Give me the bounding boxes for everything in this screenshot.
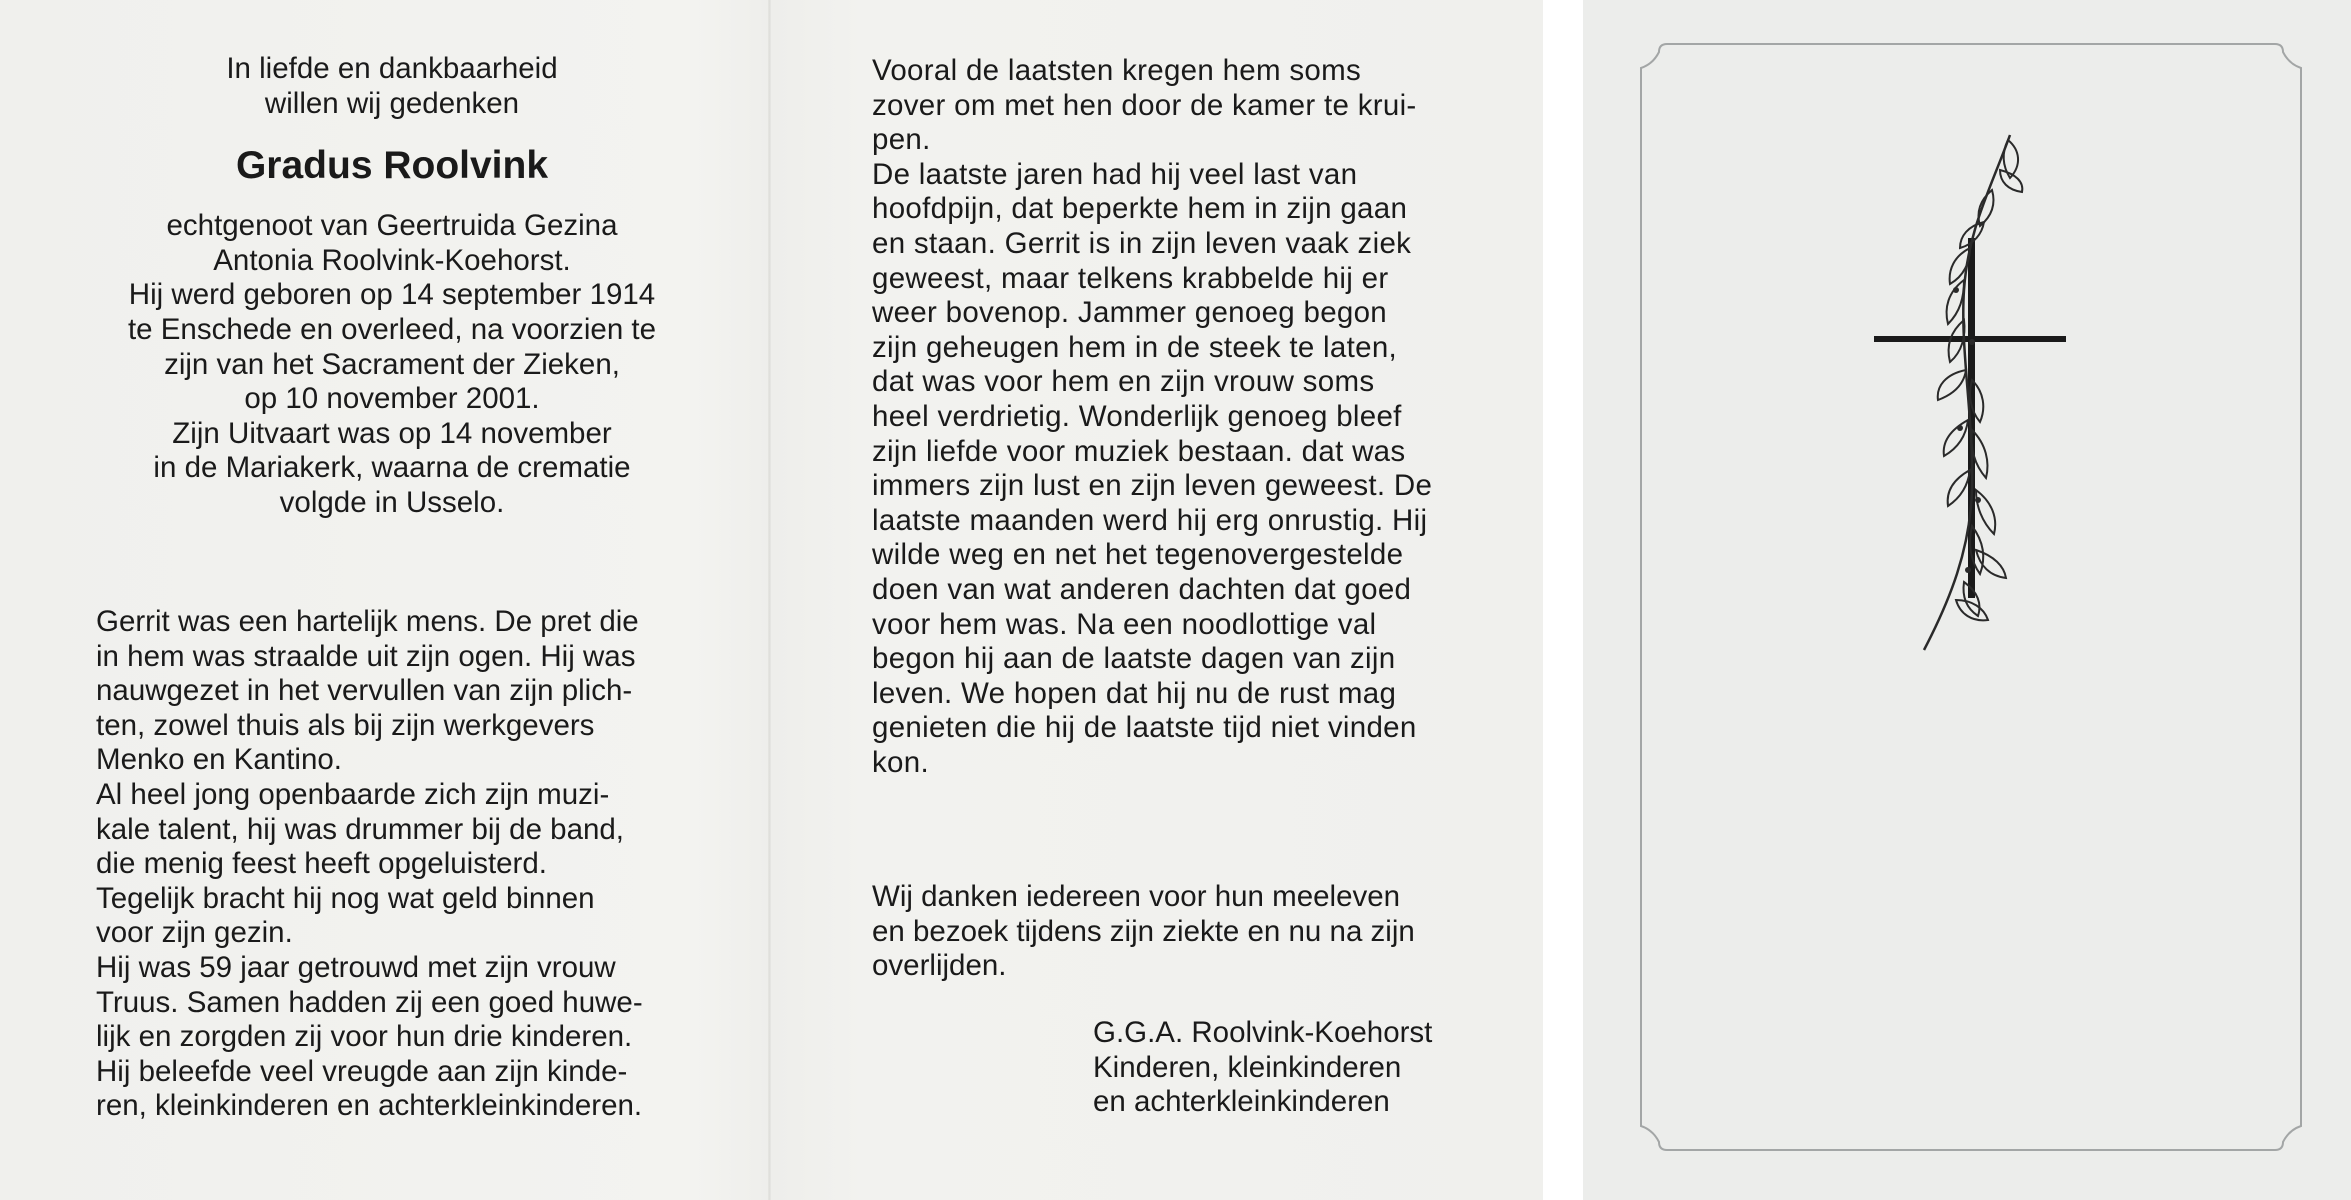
family-signature [1093,1016,1513,1120]
cross-with-olive-branch-icon [1860,130,2100,670]
thanks-text [872,880,1464,984]
paragraph-last-years: De laatste jaren had hij veel last van hoofdpijn, dat beperkte hem in zijn gaan en staan. Gerrit is in zijn leven vaak ziek geweest, maar telkens krabbelde hij er weer bovenop. Jammer genoeg begon zijn geheugen hem in de steek te laten, dat was voor hem en zijn vrouw soms heel verdrietig. Wonderlijk genoeg bleef zijn liefde voor muziek bestaan. dat was immers zijn lust en zijn leven geweest. De laatste maanden werd hij erg onrustig. Hij wilde weg en net het tegenovergestelde doen van wat anderen dachten dat goed voor hem was. Na een noodlottige val begon hij aan de laatste dagen van zijn leven. We hopen dat hij nu de rust mag genieten die hij de laatste tijd niet vinden kon. [872,157,1433,779]
dedication-heading: In liefde en dankbaarheid willen wij gedenken [226,52,558,120]
left-body-text [96,605,688,1124]
signature-lines: G.G.A. Roolvink-Koehorst Kinderen, kleinkinderen en achterkleinkinderen [1093,1016,1433,1119]
right-body-text [872,54,1464,780]
thanks-paragraph: Wij danken iedereen voor hun meeleven en bezoek tijdens zijn ziekte en nu na zijn overlijden. [872,880,1415,983]
biography-intro: echtgenoot van Geertruida Gezina Antonia Roolvink-Koehorst. Hij werd geboren op 14 september 1914 te Enschede en overleed, na voorzien te zijn van het Sacrament der Zieken, op 10 november 2001. Zijn Uitvaart was op 14 november in de Mariakerk, waarna de crematie volgde in Usselo. [127,209,657,519]
center-fold [768,0,771,1200]
paragraph-grandchildren: Vooral de laatsten kregen hem soms zover om met hen door de kamer te krui- pen. [872,54,1417,157]
paragraph-music: Al heel jong openbaarde zich zijn muzi- kale talent, hij was drummer bij de band, die menig feest heeft opgeluisterd. Tegelijk bracht hij nog wat geld binnen voor zijn gezin. [96,777,624,950]
deceased-name: Gradus Roolvink [235,144,549,188]
paragraph-character: Gerrit was een hartelijk mens. De pret die in hem was straalde uit zijn ogen. Hij was nauwgezet in het vervullen van zijn plich- ten, zowel thuis als bij zijn werkgevers Menko en Kantino. [96,605,639,777]
left-header-block [92,52,692,521]
paragraph-marriage: Hij was 59 jaar getrouwd met zijn vrouw Truus. Samen hadden zij een goed huwe- lijk en zorgden zij voor hun drie kinderen. Hij beleefde veel vreugde aan zijn kinde- ren, kleinkinderen en achterkleinkinderen. [96,950,643,1123]
